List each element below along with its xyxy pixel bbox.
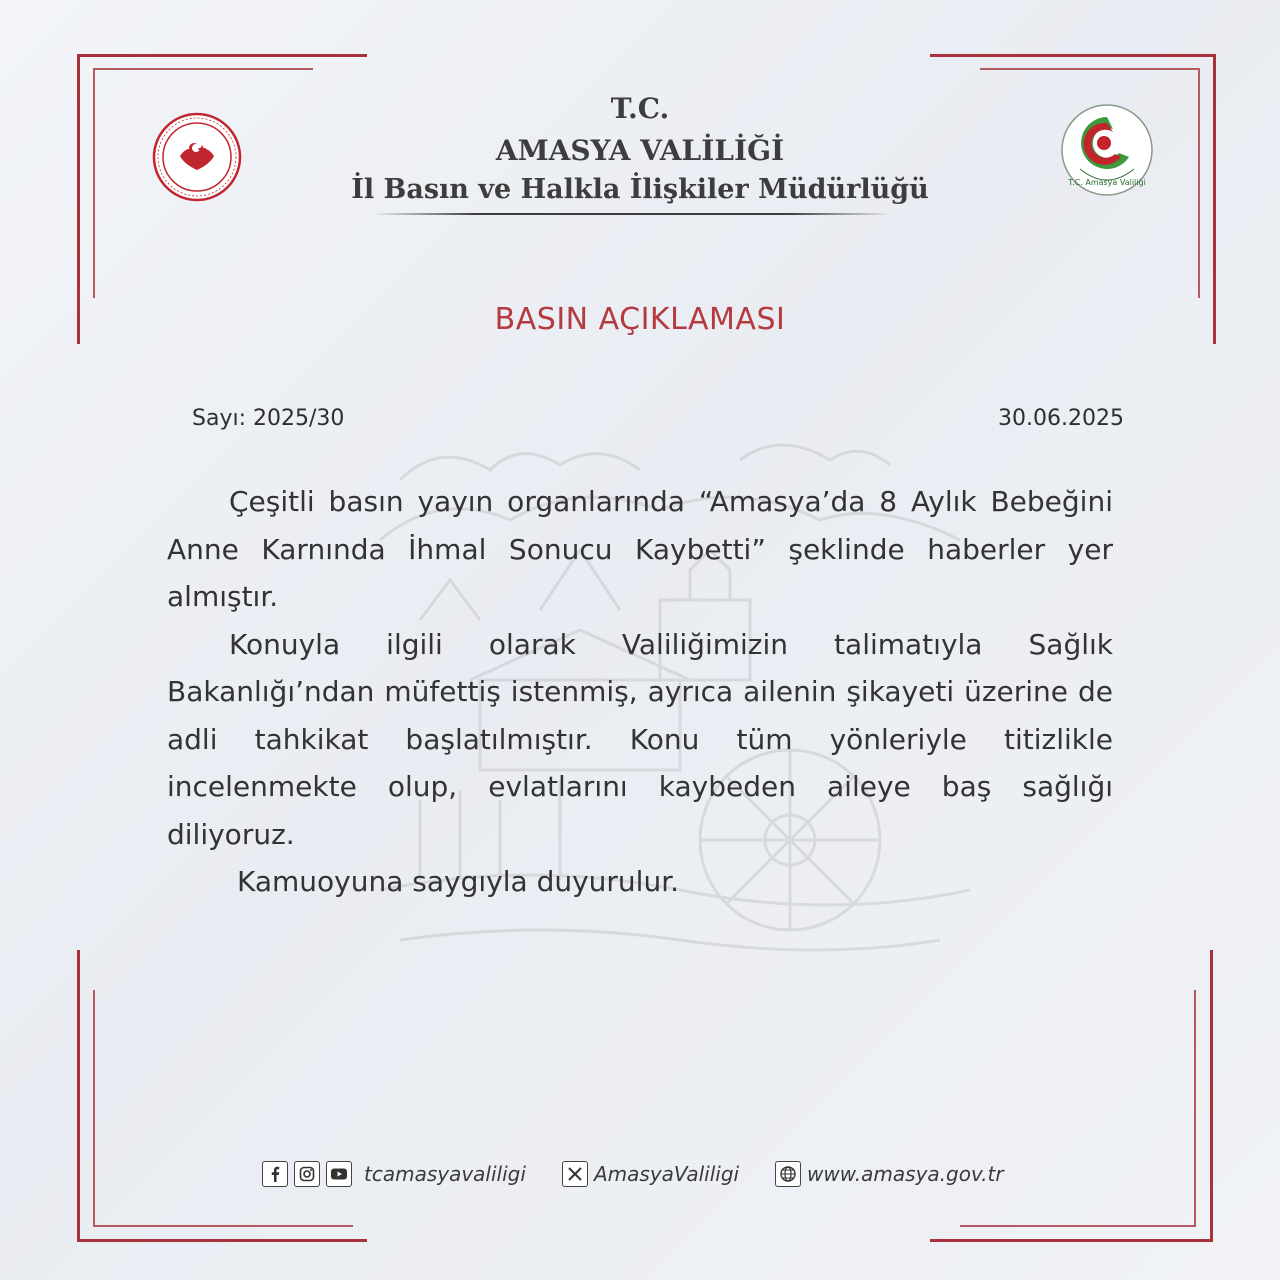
instagram-icon[interactable] <box>294 1161 320 1187</box>
footer-x <box>562 1158 739 1190</box>
frame-bottom-right-vertical <box>1210 950 1213 1242</box>
website-link[interactable]: www.amasya.gov.tr <box>807 1162 1004 1186</box>
document-body <box>167 478 1113 906</box>
x-handle[interactable]: AmasyaValiligi <box>594 1162 740 1186</box>
header-underline <box>372 213 892 215</box>
body-closing: Kamuoyuna saygıyla duyurulur. <box>237 865 680 898</box>
body-paragraph: Çeşitli basın yayın organlarında “Amasya’da 8 Aylık Bebeğini Anne Karnında İhmal Sonucu Kaybetti” şeklinde haberler yer almıştır. <box>167 485 1113 613</box>
globe-icon[interactable] <box>775 1161 801 1187</box>
frame-top-right-horizontal <box>930 54 1216 57</box>
youtube-icon[interactable] <box>326 1161 352 1187</box>
footer-website <box>775 1158 1004 1190</box>
frame-bottom-left-horizontal <box>77 1239 367 1242</box>
header-tc: T.C. <box>610 92 670 125</box>
frame-bottom-left-vertical-inner <box>93 990 95 1227</box>
right-logo-text: T.C. Amasya Valiliği <box>1068 178 1146 187</box>
frame-bottom-right-vertical-inner <box>1194 990 1196 1227</box>
header-valilik: AMASYA VALİLİĞİ <box>495 134 785 167</box>
header-directorate: İl Basın ve Halkla İlişkiler Müdürlüğü <box>351 174 929 205</box>
frame-top-left-horizontal <box>77 54 367 57</box>
document-date: 30.06.2025 <box>998 406 1124 431</box>
document-title: BASIN AÇIKLAMASI <box>494 302 786 337</box>
frame-bottom-left-horizontal-inner <box>93 1225 353 1227</box>
frame-top-left-horizontal-inner <box>93 68 313 70</box>
body-paragraph: Konuyla ilgili olarak Valiliğimizin talimatıyla Sağlık Bakanlığı’ndan müfettiş istenmiş, ayrıca ailenin şikayeti üzerine de adli tahkikat başlatılmıştır. Konu tüm yönleriyle titizlikle incelenmekte olup, evlatlarını kaybeden aileye baş sağlığı diliyoruz. <box>167 627 1113 851</box>
frame-top-right-horizontal-inner <box>980 68 1200 70</box>
x-icon[interactable] <box>562 1161 588 1187</box>
document-number: Sayı: 2025/30 <box>192 406 345 431</box>
frame-bottom-right-horizontal <box>930 1239 1213 1242</box>
frame-bottom-right-horizontal-inner <box>960 1225 1196 1227</box>
social-handle[interactable]: tcamasyavaliligi <box>364 1162 526 1186</box>
facebook-icon[interactable] <box>262 1161 288 1187</box>
frame-bottom-left-vertical <box>77 950 80 1242</box>
footer-social <box>262 1158 526 1190</box>
